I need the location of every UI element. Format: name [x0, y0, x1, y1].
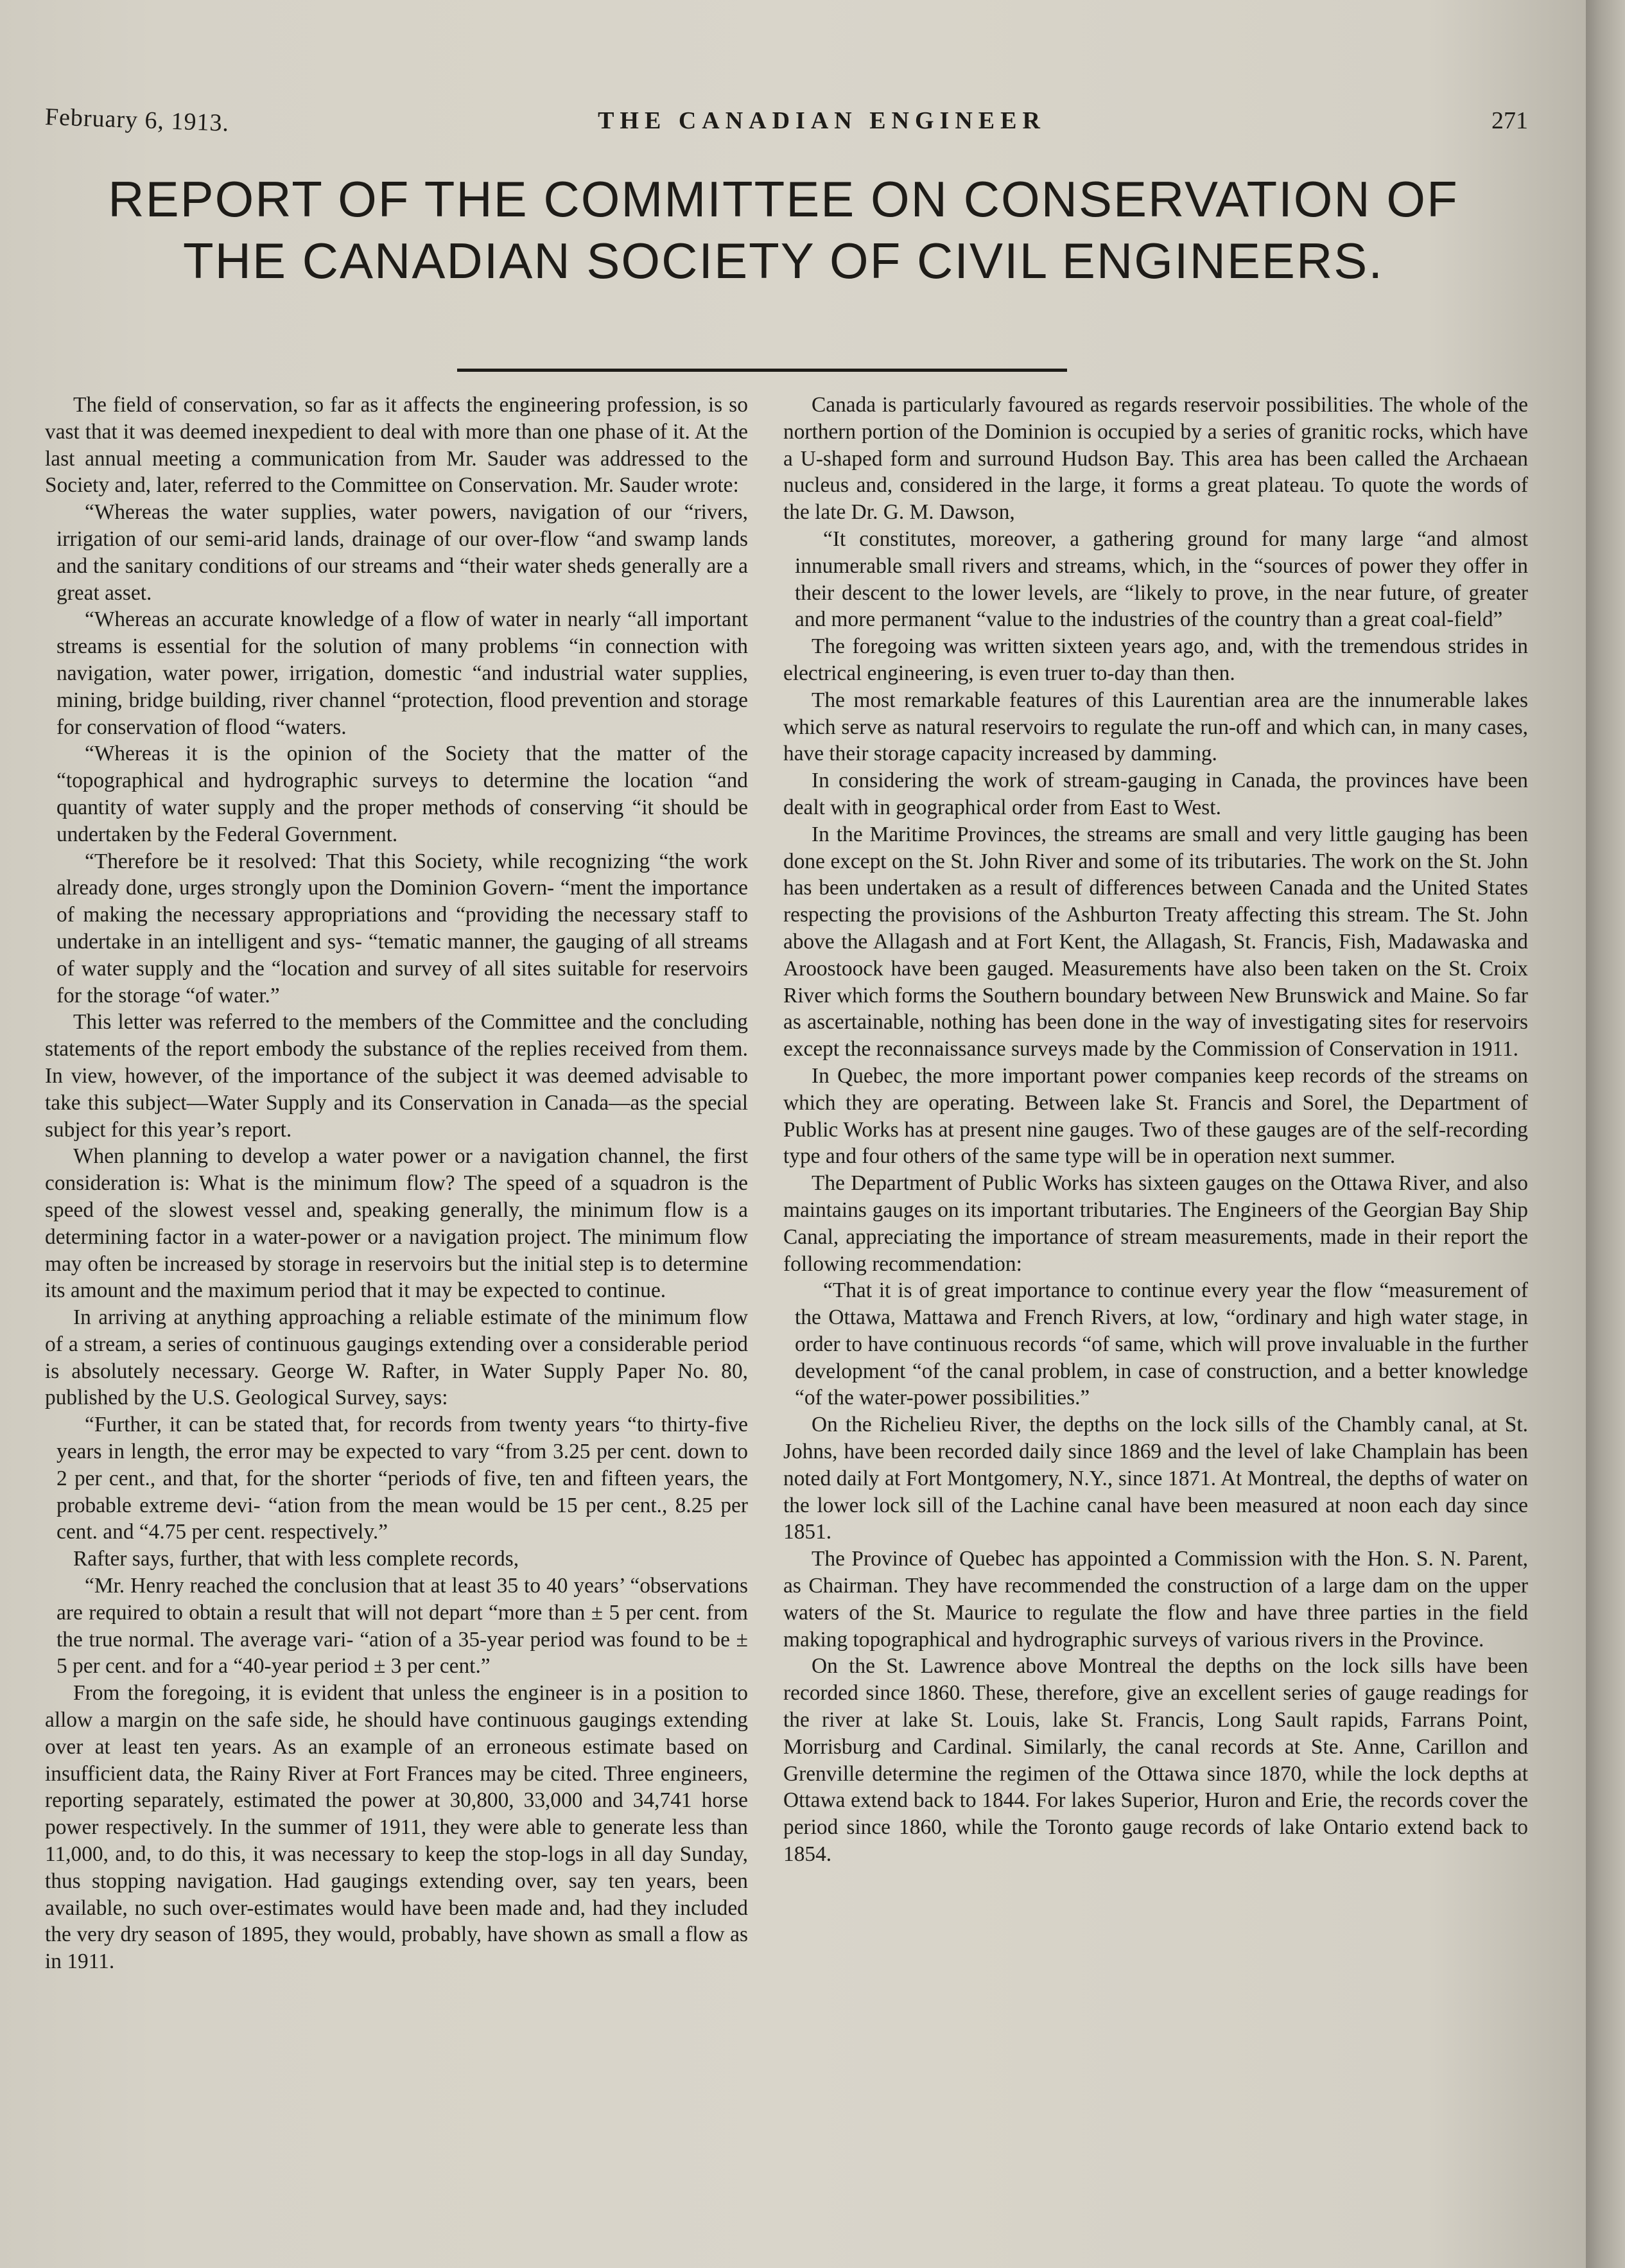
paragraph: From the foregoing, it is evident that unless the engineer is in a position to allow a margin on the safe side, he should have continuous gaugings extending over at least ten years. As an example of an erroneous estimate based on insufficient data, the Rainy River at Fort Frances may be cited. Three engineers, reporting separately, estimated the power at 30,800, 33,000 and 34,741 horse power respectively. In the summer of 1911, they were able to generate less than 11,000, and, to do this, it was necessary to keep the stop-logs in all day Sunday, thus stopping navigation. Had gaugings extending over, say ten years, been available, no such over-estimates would have been made and, had they included the very dry season of 1895, they would, probably, have shown as small a flow as in 1911.: [45, 1681, 748, 1974]
issue-date: February 6, 1913.: [44, 103, 230, 137]
paragraph: The foregoing was written sixteen years ago, and, with the tremendous strides in electrical engineering, is even truer to-day than then.: [783, 634, 1528, 685]
quote-paragraph: “Whereas an accurate knowledge of a flow of water in nearly “all important streams is essential for the solution of many problems “in connection with navigation, water power, irrigation, domestic “and industrial water supplies, mining, bridge building, river channel “protection, flood prevention and storage for conservation of flood “waters.: [56, 607, 748, 739]
quote-paragraph: “Therefore be it resolved: That this Society, while recognizing “the work already done, urges strongly upon the Dominion Govern- “ment the importance of making the necessary appropriations and “providing the necessary staff to undertake in an intelligent and sys- “tematic manner, the gauging of all streams of water supply and the “location and survey of all sites suitable for reservoirs for the storage “of water.”: [56, 849, 748, 1008]
quote-paragraph: “Whereas the water supplies, water powers, navigation of our “rivers, irrigation of our semi-arid lands, drainage of our over-flow “and swamp lands and the sanitary conditions of our streams and “their water sheds generally are a great asset.: [56, 500, 748, 605]
page-number: 271: [1491, 107, 1528, 134]
paragraph: On the Richelieu River, the depths on the lock sills of the Chambly canal, at St. Johns, have been recorded daily since 1869 and the level of lake Champlain has been noted daily at Fort Montgomery, N.Y., since 1871. At Montreal, the depths of water on the lower lock sill of the Lachine canal have been measured at noon each day since 1851.: [783, 1413, 1528, 1544]
paragraph: In the Maritime Provinces, the streams are small and very little gauging has been done except on the St. John River and some of its tributaries. The work on the St. John has been undertaken as a result of differences between Canada and the United States respecting the provisions of the Ashburton Treaty affecting this stream. The St. John above the Allagash and at Fort Kent, the Allagash, St. Francis, Fish, Madawaska and Aroostoock have been gauged. Measurements have also been taken on the St. Croix River which forms the Southern boundary between New Brunswick and Maine. So far as ascertainable, nothing has been done in the way of investigating sites for reservoirs except the reconnaissance surveys made by the Commission of Conservation in 1911.: [783, 822, 1528, 1061]
right-column: [783, 392, 1528, 1868]
paragraph: Rafter says, further, that with less complete records,: [73, 1547, 519, 1571]
paragraph: In considering the work of stream-gauging in Canada, the provinces have been dealt with in geographical order from East to West.: [783, 769, 1528, 819]
paragraph: In Quebec, the more important power companies keep records of the streams on which they are operating. Between lake St. Francis and Sorel, the Department of Public Works has at present nine gauges. Two of these gauges are of the self-recording type and four others of the same type will be in operation next summer.: [783, 1063, 1528, 1169]
left-column: [45, 392, 748, 1975]
binding-gutter: [1586, 0, 1625, 2268]
paragraph: On the St. Lawrence above Montreal the depths on the lock sills have been recorded since 1860. These, therefore, give an excellent series of gauge readings for the river at lake St. Louis, lake St. Francis, Long Sault rapids, Farrans Point, Morrisburg and Cardinal. Similarly, the canal records at Ste. Anne, Carillon and Grenville determine the regimen of the Ottawa since 1870, while the lock depths at Ottawa extend back to 1844. For lakes Superior, Huron and Erie, the records cover the period since 1860, while the Toronto gauge records of lake Ontario extend back to 1854.: [783, 1654, 1528, 1867]
quote-paragraph: “Whereas it is the opinion of the Society that the matter of the “topographical and hydrographic surveys to determine the location “and quantity of water supply and the proper methods of conserving “it should be undertaken by the Federal Government.: [56, 742, 748, 846]
quote-paragraph: “Further, it can be stated that, for records from twenty years “to thirty-five years in length, the error may be expected to vary “from 3.25 per cent. down to 2 per cent., and that, for the shorter “periods of five, ten and fifteen years, the probable extreme devi- “ation from the mean would be 15 per cent., 8.25 per cent. and “4.75 per cent. respectively.”: [56, 1413, 748, 1544]
paragraph: In arriving at anything approaching a reliable estimate of the minimum flow of a stream, a series of continuous gaugings extending over a considerable period is absolutely necessary. George W. Rafter, in Water Supply Paper No. 80, published by the U.S. Geological Survey, says:: [45, 1305, 748, 1410]
paragraph: Canada is particularly favoured as regards reservoir possibilities. The whole of the northern portion of the Dominion is occupied by a series of granitic rocks, which have a U-shaped form and surround Hudson Bay. This area has been called the Archaean nucleus and, considered in the large, it forms a great plateau. To quote the words of the late Dr. G. M. Dawson,: [783, 393, 1528, 525]
paragraph: This letter was referred to the members of the Committee and the concluding statements of the report embody the substance of the replies received from them. In view, however, of the importance of the subject it was deemed advisable to take this subject—Water Supply and its Conservation in Canada—as the special subject for this year’s report.: [45, 1010, 748, 1142]
quote-paragraph: “It constitutes, moreover, a gathering ground for many large “and almost innumerable small rivers and streams, which, in the “sources of power they offer in their descent to the lower levels, are “likely to prove, in the near future, of greater and more permanent “value to the industries of the country than a great coal-field”: [795, 527, 1528, 632]
article-title: REPORT OF THE COMMITTEE ON CONSERVATION OF THE CANADIAN SOCIETY OF CIVIL ENGINEERS.: [108, 171, 1459, 289]
running-head: [45, 103, 1528, 148]
paragraph: When planning to develop a water power or a navigation channel, the first consideration is: What is the minimum flow? The speed of a squadron is the speed of the slowest vessel and, speaking generally, the minimum flow is a determining factor in a water-power or a navigation project. The minimum flow may often be increased by storage in reservoirs but the initial step is to determine its amount and the maximum period that it may be expected to continue.: [45, 1144, 748, 1303]
title-rule: [457, 369, 1067, 372]
quote-paragraph: “That it is of great importance to continue every year the flow “measurement of the Ottawa, Mattawa and French Rivers, at low, “ordinary and high water stage, in order to have continuous records “of same, which will prove invaluable in the further development “of the canal problem, in case of construction, and a better knowledge “of the water-power possibilities.”: [795, 1278, 1528, 1410]
quote-paragraph: “Mr. Henry reached the conclusion that at least 35 to 40 years’ “observations are required to obtain a result that will not depart “more than ± 5 per cent. from the true normal. The average vari- “ation of a 35-year period was found to be ± 5 per cent. and for a “40-year period ± 3 per cent.”: [56, 1574, 748, 1679]
paragraph: The Province of Quebec has appointed a Commission with the Hon. S. N. Parent, as Chairman. They have recommended the construction of a large dam on the upper waters of the St. Maurice to regulate the flow and have three parties in the field making topographical and hydrographic surveys of various rivers in the Province.: [783, 1547, 1528, 1652]
paragraph: The field of conservation, so far as it affects the engineering profession, is so vast that it was deemed inexpedient to deal with more than one phase of it. At the last annual meeting a communication from Mr. Sauder was addressed to the Society and, later, referred to the Committee on Conservation. Mr. Sauder wrote:: [45, 393, 748, 498]
paragraph: The Department of Public Works has sixteen gauges on the Ottawa River, and also maintains gauges on its important tributaries. The Engineers of the Georgian Bay Ship Canal, appreciating the importance of stream measurements, made in their report the following recommendation:: [783, 1171, 1528, 1276]
paragraph: The most remarkable features of this Laurentian area are the innumerable lakes which serve as natural reservoirs to regulate the run-off and which can, in many cases, have their storage capacity increased by damming.: [783, 688, 1528, 766]
journal-name: THE CANADIAN ENGINEER: [598, 107, 1046, 134]
